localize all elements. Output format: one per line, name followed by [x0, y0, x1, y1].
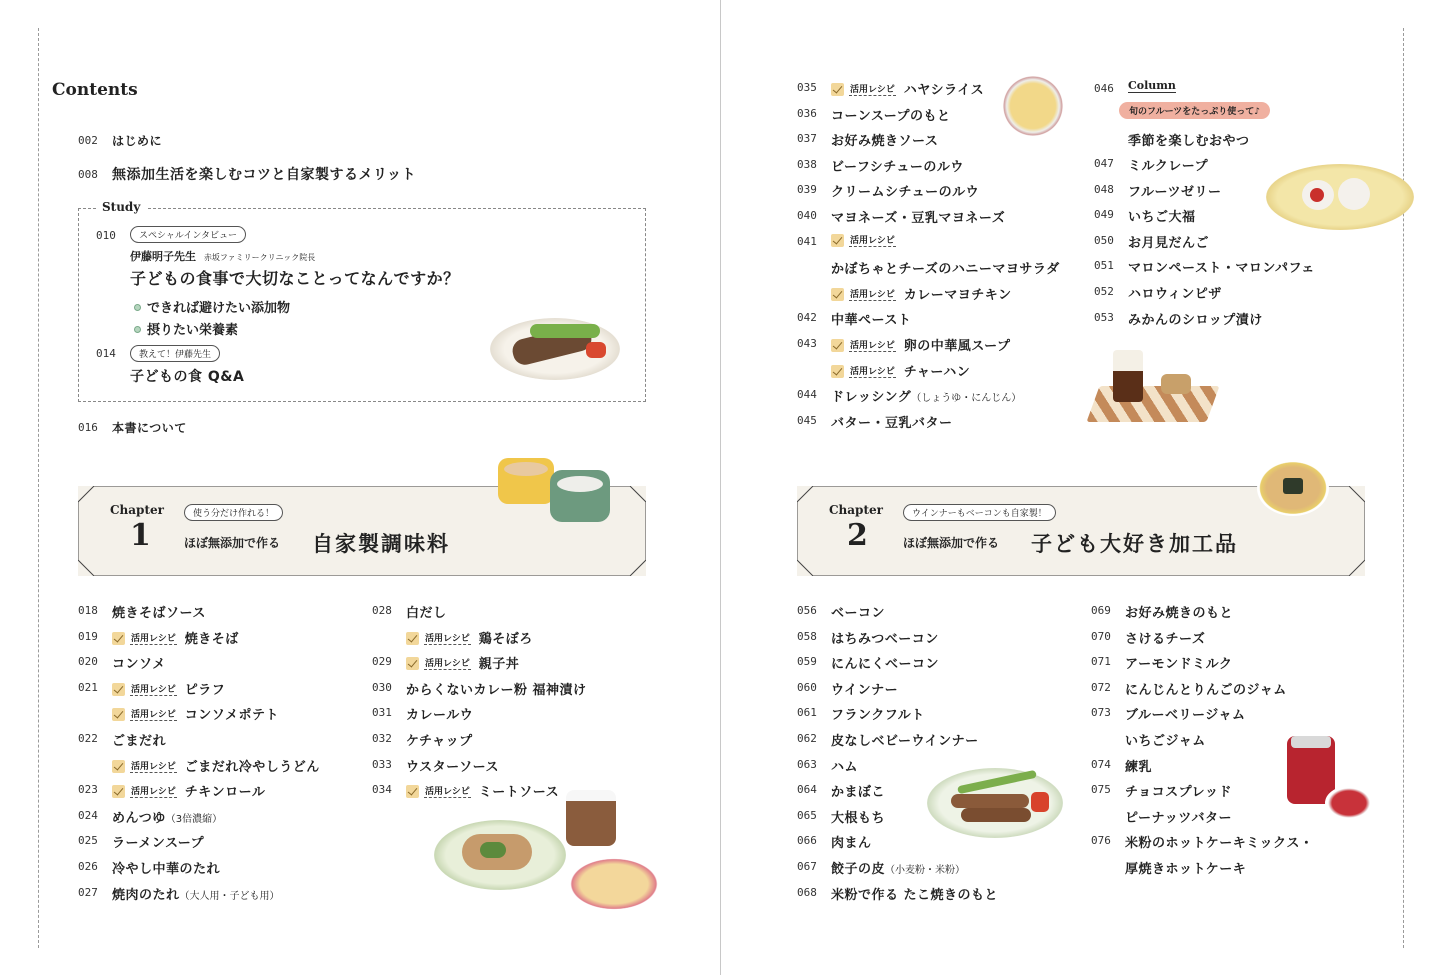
- toc-entry[interactable]: [406, 679, 587, 698]
- toc-entry-title: コンソメポテト: [184, 708, 280, 724]
- toc-number: 027: [78, 885, 98, 899]
- toc-entry-title: ミルクレープ: [1128, 159, 1209, 174]
- toc-number: 018: [78, 604, 98, 617]
- chapter-tag: 使う分だけ作れる！: [184, 504, 283, 521]
- toc-entry[interactable]: [1125, 807, 1232, 826]
- toc-number: 066: [797, 834, 817, 848]
- toc-entry-title: カレーマヨチキン: [903, 287, 1012, 303]
- toc-number: 075: [1091, 783, 1111, 797]
- toc-entry-title: マロンペースト・マロンパフェ: [1128, 261, 1315, 277]
- toc-entry[interactable]: [406, 628, 533, 647]
- toc-entry[interactable]: [831, 412, 953, 431]
- check-icon: [112, 760, 125, 773]
- toc-entry-title: 肉まん: [831, 836, 872, 852]
- meat-roll-photo: [490, 318, 620, 380]
- dressing-bowl-photo: [550, 470, 610, 522]
- toc-entry[interactable]: [831, 756, 858, 775]
- toc-number: 053: [1094, 310, 1114, 324]
- toc-entry-title: カレールウ: [406, 708, 474, 724]
- bullet-item: [134, 319, 238, 338]
- toc-entry-merits[interactable]: 無添加生活を楽しむコツと自家製するメリット: [112, 167, 416, 183]
- toc-number: 014: [96, 347, 116, 360]
- toc-entry-title: ピラフ: [184, 682, 226, 698]
- toc-number: 022: [78, 732, 98, 745]
- toc-entry[interactable]: [831, 105, 951, 124]
- toc-number: 049: [1094, 208, 1114, 222]
- toc-number: 039: [797, 183, 817, 197]
- toc-entry[interactable]: [112, 653, 166, 672]
- chapter-number: 2: [847, 518, 868, 553]
- toc-entry-title: はちみつベーコン: [831, 631, 939, 647]
- toc-entry[interactable]: [112, 807, 222, 826]
- toc-entry[interactable]: [831, 79, 984, 98]
- chapter-label: Chapter: [110, 503, 164, 517]
- toc-number: 069: [1091, 604, 1111, 617]
- toc-entry-title: チョコスプレッド: [1125, 785, 1232, 801]
- toc-entry-title: からくないカレー粉 福神漬け: [406, 682, 587, 698]
- toc-number: 020: [78, 655, 98, 669]
- toc-entry-intro[interactable]: はじめに: [112, 134, 163, 148]
- chapter-tag: ウインナーもベーコンも自家製！: [903, 504, 1056, 521]
- check-icon: [406, 657, 419, 670]
- qa-tag: 教えて！伊藤先生: [130, 345, 220, 362]
- toc-entry-title: ミートソース: [478, 785, 560, 801]
- toc-number: 044: [797, 388, 817, 402]
- toc-entry-note: （小麦粉・米粉）: [885, 865, 966, 876]
- toc-entry-note: （大人用・子ども用）: [179, 890, 280, 902]
- check-icon: [831, 339, 844, 352]
- toc-number: 067: [797, 860, 817, 873]
- toc-entry-title: 餃子の皮: [831, 862, 886, 877]
- toc-number: 063: [797, 757, 817, 771]
- toc-entry[interactable]: [831, 602, 885, 621]
- toc-entry-title: 中華ペースト: [831, 313, 912, 329]
- toc-entry[interactable]: [831, 781, 885, 800]
- toc-number: 031: [372, 706, 392, 720]
- toc-entry[interactable]: [1125, 730, 1206, 749]
- check-icon: [831, 234, 844, 247]
- bullet-dot-icon: [134, 304, 141, 311]
- toc-number: 019: [78, 629, 98, 643]
- toc-entry-title: めんつゆ: [112, 810, 166, 826]
- toc-entry[interactable]: [406, 602, 447, 621]
- toc-entry-title: フランクフルト: [831, 708, 925, 724]
- toc-entry[interactable]: [831, 858, 965, 877]
- toc-number: 056: [797, 604, 817, 617]
- toc-entry-title: ウスターソース: [406, 759, 499, 775]
- toc-entry[interactable]: [831, 653, 939, 672]
- toc-entry[interactable]: [1128, 283, 1222, 302]
- toc-number: 002: [78, 134, 98, 147]
- toc-entry-title: ハム: [831, 759, 859, 775]
- toc-entry[interactable]: [1128, 257, 1315, 276]
- toc-entry[interactable]: [1125, 756, 1152, 775]
- toc-number: 028: [372, 604, 392, 617]
- sauce-bowl-photo: [498, 458, 554, 504]
- toc-entry[interactable]: [406, 704, 473, 723]
- toc-entry-title: ごまだれ冷やしうどん: [184, 759, 320, 775]
- toc-entry[interactable]: [831, 284, 1012, 303]
- margin-dash-line: [38, 28, 39, 948]
- check-icon: [112, 683, 125, 696]
- toc-entry-title: アーモンドミルク: [1125, 657, 1233, 673]
- recipe-tag: 活用レシピ: [849, 287, 896, 301]
- recipe-tag: 活用レシピ: [130, 759, 177, 773]
- toc-entry[interactable]: [1128, 309, 1263, 328]
- interview-person: [130, 248, 315, 264]
- toc-number: 064: [797, 783, 817, 797]
- toc-number: 048: [1094, 182, 1114, 196]
- toc-number: 050: [1094, 233, 1114, 247]
- chapter-title: 自家製調味料: [312, 532, 450, 556]
- toc-entry-title: コーンスープのもと: [831, 108, 951, 124]
- toc-entry[interactable]: [112, 602, 206, 621]
- toc-number: 061: [797, 706, 817, 720]
- check-icon: [831, 83, 844, 96]
- toc-entry-title: いちご大福: [1128, 210, 1196, 226]
- toc-number: 074: [1091, 757, 1111, 771]
- toc-entry-title: チャーハン: [903, 364, 971, 380]
- toc-entry[interactable]: [831, 628, 939, 647]
- toc-entry-title: 親子丼: [478, 657, 520, 673]
- toc-entry[interactable]: [1125, 653, 1232, 672]
- toc-entry-title: 焼肉のたれ: [112, 887, 180, 903]
- toc-entry[interactable]: [831, 704, 925, 723]
- toc-entry[interactable]: [406, 781, 559, 800]
- toc-number: 068: [797, 885, 817, 899]
- toc-entry[interactable]: [112, 884, 280, 903]
- check-icon: [831, 365, 844, 378]
- toc-number: 032: [372, 732, 392, 745]
- chapter-number: 1: [130, 518, 151, 553]
- toc-entry[interactable]: [831, 361, 970, 380]
- toc-number: 023: [78, 783, 98, 797]
- toc-entry-title: お好み焼きソース: [831, 134, 939, 150]
- toc-entry[interactable]: [1128, 232, 1209, 251]
- toc-entry[interactable]: [406, 730, 473, 749]
- toc-entry-title: ブルーベリージャム: [1125, 708, 1246, 724]
- toc-entry[interactable]: [831, 807, 885, 826]
- toc-number: 043: [797, 337, 817, 350]
- check-icon: [112, 708, 125, 721]
- toc-number: 052: [1094, 285, 1114, 298]
- toc-entry-title: 皮なしベビーウインナー: [831, 734, 979, 749]
- toc-entry-about[interactable]: 本書について: [112, 421, 187, 435]
- toc-entry[interactable]: [406, 653, 519, 672]
- toc-entry-title: にんにくベーコン: [831, 657, 940, 673]
- toc-number: 030: [372, 680, 392, 694]
- toc-entry-title: チキンロール: [184, 785, 266, 801]
- bullet-text: できれば避けたい添加物: [147, 301, 291, 316]
- toc-entry-title: ケチャップ: [406, 734, 473, 749]
- toc-entry[interactable]: [831, 258, 1060, 277]
- toc-entry-title: コンソメ: [112, 657, 166, 673]
- check-icon: [831, 288, 844, 301]
- toc-number: 073: [1091, 706, 1111, 720]
- recipe-tag: 活用レシピ: [849, 364, 896, 378]
- recipe-tag: 活用レシピ: [130, 682, 177, 696]
- toc-entry-title: かぼちゃとチーズのハニーマヨサラダ: [831, 262, 1060, 278]
- toc-entry[interactable]: [112, 679, 225, 698]
- toc-number: 029: [372, 655, 392, 669]
- recipe-tag: 活用レシピ: [424, 784, 471, 798]
- toc-entry-title: ドレッシング: [831, 390, 912, 406]
- toc-number: 021: [78, 680, 98, 694]
- toc-entry-title: 卵の中華風スープ: [903, 339, 1011, 354]
- toc-entry-title: 冷やし中華のたれ: [112, 862, 221, 877]
- interview-headline[interactable]: 子どもの食事で大切なことってなんですか？: [130, 269, 460, 288]
- interview-tag: スペシャルインタビュー: [130, 226, 246, 243]
- toc-number: 038: [797, 157, 817, 171]
- toc-number: 036: [797, 106, 817, 120]
- toc-entry-note: （3倍濃縮）: [165, 813, 223, 825]
- bullet-dot-icon: [134, 326, 141, 333]
- toc-number: 059: [797, 655, 817, 669]
- toc-entry-title: かまぼこ: [831, 785, 886, 801]
- toc-entry[interactable]: [406, 756, 499, 775]
- toc-number: 070: [1091, 629, 1111, 643]
- toc-number: 040: [797, 209, 817, 222]
- toc-entry-title: クリームシチューのルウ: [831, 185, 980, 201]
- toc-entry-title: ごまだれ: [112, 734, 167, 749]
- toc-entry-title: さけるチーズ: [1125, 631, 1206, 647]
- toc-entry[interactable]: [1128, 181, 1221, 200]
- toc-entry[interactable]: [1125, 628, 1205, 647]
- chapter-label: Chapter: [829, 503, 883, 517]
- toc-entry-title: 大根もち: [831, 810, 886, 826]
- toc-entry-title: ウインナー: [831, 682, 899, 698]
- chapter-title: 子ども大好き加工品: [1031, 532, 1238, 556]
- toc-entry-title: みかんのシロップ漬け: [1128, 312, 1263, 328]
- toc-number: 065: [797, 808, 817, 822]
- recipe-tag: 活用レシピ: [130, 707, 177, 721]
- toc-entry-title: 練乳: [1125, 759, 1153, 775]
- check-icon: [406, 785, 419, 798]
- recipe-tag: 活用レシピ: [849, 338, 896, 352]
- toc-entry[interactable]: [831, 233, 904, 249]
- toc-entry[interactable]: [1125, 781, 1232, 800]
- jam-dish-photo: [1325, 786, 1373, 820]
- column-tag: 旬のフルーツをたっぷり使って♪: [1119, 102, 1270, 119]
- ichigo-daifuku-photo: [1266, 164, 1414, 230]
- toc-number: 051: [1094, 259, 1114, 273]
- toc-entry[interactable]: [112, 781, 265, 800]
- parfait-photo: [1093, 344, 1213, 428]
- toc-entry-title: いちごジャム: [1125, 734, 1206, 749]
- toc-entry[interactable]: [831, 309, 911, 328]
- toc-number: 076: [1091, 834, 1111, 848]
- toc-number: 033: [372, 757, 392, 771]
- toc-entry-title: フルーツゼリー: [1128, 184, 1222, 200]
- toc-entry-title: 鶏そぼろ: [478, 631, 533, 647]
- toc-entry-title: 焼きそば: [184, 631, 239, 647]
- toc-entry-title: にんじんとりんごのジャム: [1125, 682, 1287, 698]
- check-icon: [112, 632, 125, 645]
- toc-number: 008: [78, 168, 98, 181]
- toc-number: 042: [797, 311, 817, 325]
- toc-number: 025: [78, 834, 98, 848]
- toc-entry-note: （しょうゆ・にんじん）: [911, 393, 1022, 405]
- toc-entry-title: 厚焼きホットケーキ: [1125, 862, 1247, 877]
- toc-entry[interactable]: [831, 207, 1005, 226]
- toc-entry[interactable]: [1125, 679, 1287, 698]
- toc-number: 010: [96, 229, 116, 242]
- toc-entry[interactable]: [112, 858, 220, 877]
- toc-number: 047: [1094, 157, 1114, 170]
- person-role: 赤坂ファミリークリニック院長: [203, 253, 316, 262]
- toc-number: 058: [797, 629, 817, 643]
- toc-number: 016: [78, 421, 98, 434]
- person-name: 伊藤明子先生: [130, 250, 196, 263]
- toc-number: 041: [797, 234, 817, 248]
- toc-entry[interactable]: [831, 156, 964, 175]
- meat-sauce-jar-photo: [566, 790, 616, 846]
- toc-entry-title: お好み焼きのもと: [1125, 606, 1234, 621]
- toc-number: 034: [372, 783, 392, 797]
- column-label: Column: [1128, 79, 1176, 92]
- recipe-tag: 活用レシピ: [130, 631, 177, 645]
- toc-entry[interactable]: [831, 335, 1010, 354]
- margin-dash-line: [1403, 28, 1404, 948]
- toc-entry-title: ピーナッツバター: [1125, 810, 1232, 826]
- toc-number: 024: [78, 808, 98, 822]
- toc-entry-title: 白だし: [406, 606, 447, 621]
- toc-entry[interactable]: [112, 704, 279, 723]
- recipe-tag: 活用レシピ: [130, 784, 177, 798]
- recipe-tag: 活用レシピ: [849, 82, 896, 96]
- toc-number: 060: [797, 680, 817, 694]
- qa-title[interactable]: 子どもの食 Q&A: [130, 369, 245, 385]
- column-title[interactable]: 季節を楽しむおやつ: [1128, 134, 1250, 149]
- toc-entry-title: お月見だんご: [1128, 235, 1210, 251]
- right-page: [721, 0, 1442, 975]
- toc-entry-title: バター・豆乳バター: [831, 415, 953, 431]
- toc-entry[interactable]: [831, 130, 938, 149]
- check-icon: [406, 632, 419, 645]
- bullet-text: 摂りたい栄養素: [147, 323, 239, 338]
- toc-entry-title: 米粉のホットケーキミックス・: [1125, 836, 1314, 852]
- okonomiyaki-photo: [1257, 460, 1329, 516]
- recipe-tag: 活用レシピ: [424, 631, 471, 645]
- check-icon: [112, 785, 125, 798]
- toc-entry[interactable]: [831, 181, 979, 200]
- chapter-subtitle: ほぼ無添加で作る: [903, 536, 1000, 550]
- toc-entry[interactable]: [831, 386, 1021, 405]
- toc-entry[interactable]: [112, 832, 204, 851]
- toc-entry-title: ベーコン: [831, 606, 886, 621]
- toc-entry[interactable]: [831, 832, 872, 851]
- contents-title: Contents: [52, 80, 138, 100]
- chicken-roll-photo: [434, 820, 566, 890]
- sausage-photo: [927, 768, 1063, 838]
- toc-entry-title: 焼きそばソース: [112, 606, 206, 621]
- toc-entry[interactable]: [831, 730, 979, 749]
- toc-number: 045: [797, 413, 817, 427]
- toc-number: 072: [1091, 680, 1111, 694]
- toc-entry[interactable]: [1125, 858, 1246, 877]
- toc-number: 026: [78, 860, 98, 873]
- recipe-tag: 活用レシピ: [849, 233, 896, 247]
- toc-entry-title: ハロウィンピザ: [1128, 287, 1222, 302]
- toc-entry[interactable]: [1125, 832, 1313, 851]
- toc-entry[interactable]: [1128, 155, 1208, 174]
- toc-entry-title: ラーメンスープ: [112, 836, 205, 852]
- toc-entry[interactable]: [1125, 704, 1245, 723]
- toc-number: 062: [797, 732, 817, 745]
- toc-entry-title: マヨネーズ・豆乳マヨネーズ: [831, 211, 1006, 226]
- toc-entry[interactable]: [831, 884, 998, 903]
- toc-entry[interactable]: [1128, 206, 1196, 225]
- toc-number: 035: [797, 81, 817, 94]
- bullet-item: [134, 297, 290, 316]
- toc-entry[interactable]: [1125, 602, 1233, 621]
- toc-entry[interactable]: [831, 679, 898, 698]
- toc-entry-title: ハヤシライス: [903, 83, 985, 98]
- toc-entry[interactable]: [112, 756, 320, 775]
- chapter-subtitle: ほぼ無添加で作る: [184, 536, 281, 550]
- oyakodon-photo: [566, 856, 662, 912]
- toc-entry-title: 米粉で作る たこ焼きのもと: [831, 887, 999, 903]
- toc-number: 071: [1091, 655, 1111, 669]
- toc-entry-title: ビーフシチューのルウ: [831, 159, 964, 175]
- study-label: Study: [96, 200, 146, 214]
- toc-number: 037: [797, 132, 817, 146]
- recipe-tag: 活用レシピ: [424, 656, 471, 670]
- toc-entry[interactable]: [112, 730, 166, 749]
- toc-entry[interactable]: [112, 628, 239, 647]
- toc-number: 046: [1094, 82, 1114, 95]
- corn-soup-photo: [997, 76, 1069, 136]
